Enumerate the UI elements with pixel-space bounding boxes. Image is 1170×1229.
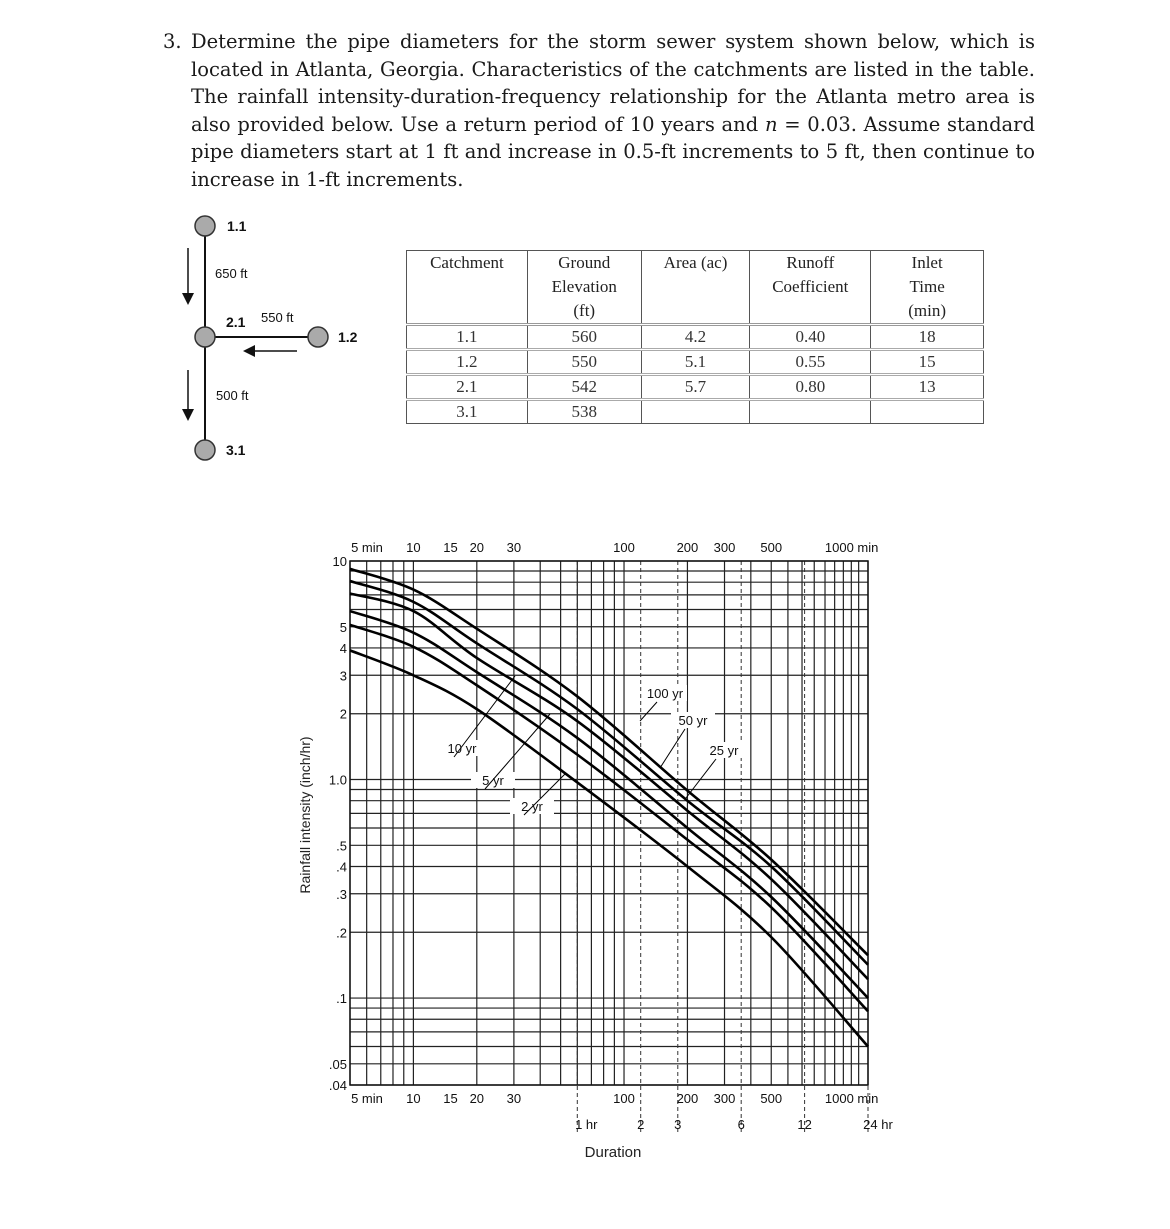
cell: 0.40 [750,325,871,350]
hour-tick-label: 3 [674,1117,682,1132]
y-tick-label: 3 [339,668,347,684]
y-tick-label: .4 [336,859,347,875]
x-tick-label-bottom: 500 [760,1091,783,1106]
x-tick-label-top: 10 [406,540,421,555]
cell: 550 [527,350,641,375]
cell: 0.80 [750,375,871,400]
x-tick-label-bottom: 30 [506,1091,522,1106]
idf-curve-25yr [350,594,868,980]
x-tick-label-top: 30 [506,540,522,555]
chart-grid [350,561,868,1132]
curve-label-arrow [660,729,685,768]
cell: 18 [871,325,984,350]
header-ground-elevation: Ground Elevation (ft) [527,251,641,325]
node-label-1.2: 1.2 [338,329,358,345]
x-tick-label-bottom: 300 [713,1091,736,1106]
node-label-1.1: 1.1 [227,218,247,234]
curve-label-10yr: 10 yr [447,741,477,756]
problem-text-after: = 0.03. Assume standard pipe diameters start at 1 ft and increase in 0.5-ft increments to 5 ft, then continue to increase in 1-ft increments. [191,112,1035,191]
problem-text-before: Determine the pipe diameters for the storm sewer system shown below, which is located in Atlanta, Georgia. Characteristics of the catchments are listed in the table. The rainfall intensity-duration-frequency relationship for the Atlanta metro area is also provided below. Use a return period of 10 years and [191,30,1035,136]
x-tick-label-top: 200 [676,540,699,555]
hour-tick-label: 24 hr [863,1117,893,1132]
y-tick-label: 2 [339,706,347,722]
curve-label-2yr: 2 yr [521,799,543,814]
curve-label-25yr: 25 yr [709,743,739,758]
problem-number: 3. [163,30,182,53]
y-tick-label: .2 [336,925,347,941]
chart-curves [350,569,868,1047]
x-tick-label-top: 100 [613,540,635,555]
cell: 538 [527,400,641,424]
cell: 4.2 [641,325,750,350]
x-tick-label-bottom: 200 [676,1091,699,1106]
y-tick-label: .1 [336,991,347,1007]
cell: 2.1 [407,375,528,400]
hour-tick-label: 12 [797,1117,812,1132]
x-tick-label-bottom: 15 [443,1091,458,1106]
x-tick-label-top: 5 min [351,540,383,555]
x-tick-label-bottom: 20 [469,1091,485,1106]
x-axis-label: Duration [584,1144,642,1161]
x-tick-label-top: 1000 min [824,540,879,555]
curve-label-5yr: 5 yr [482,773,504,788]
idf-curve-10yr [350,611,868,998]
y-tick-label: 5 [339,619,347,635]
x-tick-label-top: 500 [760,540,783,555]
hour-tick-label: 1 hr [575,1117,598,1132]
x-tick-label-top: 20 [469,540,485,555]
hour-tick-label: 6 [737,1117,745,1132]
length-label-550: 550 ft [261,310,294,325]
x-tick-label-bottom: 1000 min [824,1091,879,1106]
length-label-500: 500 ft [216,388,249,403]
header-inlet-time: Inlet Time (min) [871,251,984,325]
cell: 542 [527,375,641,400]
curve-label-arrow [686,759,716,798]
node-label-3.1: 3.1 [226,442,246,458]
curve-label-50yr: 50 yr [678,713,708,728]
curve-label-arrow [640,702,657,721]
y-axis-label: Rainfall intensity (inch/hr) [297,736,313,894]
cell: 1.1 [407,325,528,350]
cell: 3.1 [407,400,528,424]
cell: 1.2 [407,350,528,375]
x-tick-label-top: 15 [443,540,458,555]
y-tick-label: .3 [336,886,347,902]
node-label-2.1: 2.1 [226,314,246,330]
idf-curve-50yr [350,581,868,965]
cell: 560 [527,325,641,350]
header-runoff-coefficient: Runoff Coefficient [750,251,871,325]
cell: 15 [871,350,984,375]
curve-label-100yr: 100 yr [646,686,684,701]
x-tick-label-bottom: 100 [613,1091,635,1106]
y-tick-label: 4 [339,640,347,656]
x-tick-label-top: 300 [713,540,736,555]
header-area: Area (ac) [641,251,750,325]
hour-tick-label: 2 [637,1117,645,1132]
y-tick-label: .04 [328,1078,347,1093]
header-catchment: Catchment [407,251,528,325]
y-tick-label: .5 [336,838,347,854]
problem-variable: n [764,112,778,136]
y-tick-label: 1.0 [328,772,347,788]
cell: 5.1 [641,350,750,375]
cell: 13 [871,375,984,400]
idf-curve-2yr [350,650,868,1046]
y-tick-label: 10 [332,554,347,569]
cell: 0.55 [750,350,871,375]
length-label-650: 650 ft [215,266,248,281]
x-tick-label-bottom: 5 min [351,1091,383,1106]
y-tick-label: .05 [328,1056,347,1072]
cell: 5.7 [641,375,750,400]
x-tick-label-bottom: 10 [406,1091,421,1106]
